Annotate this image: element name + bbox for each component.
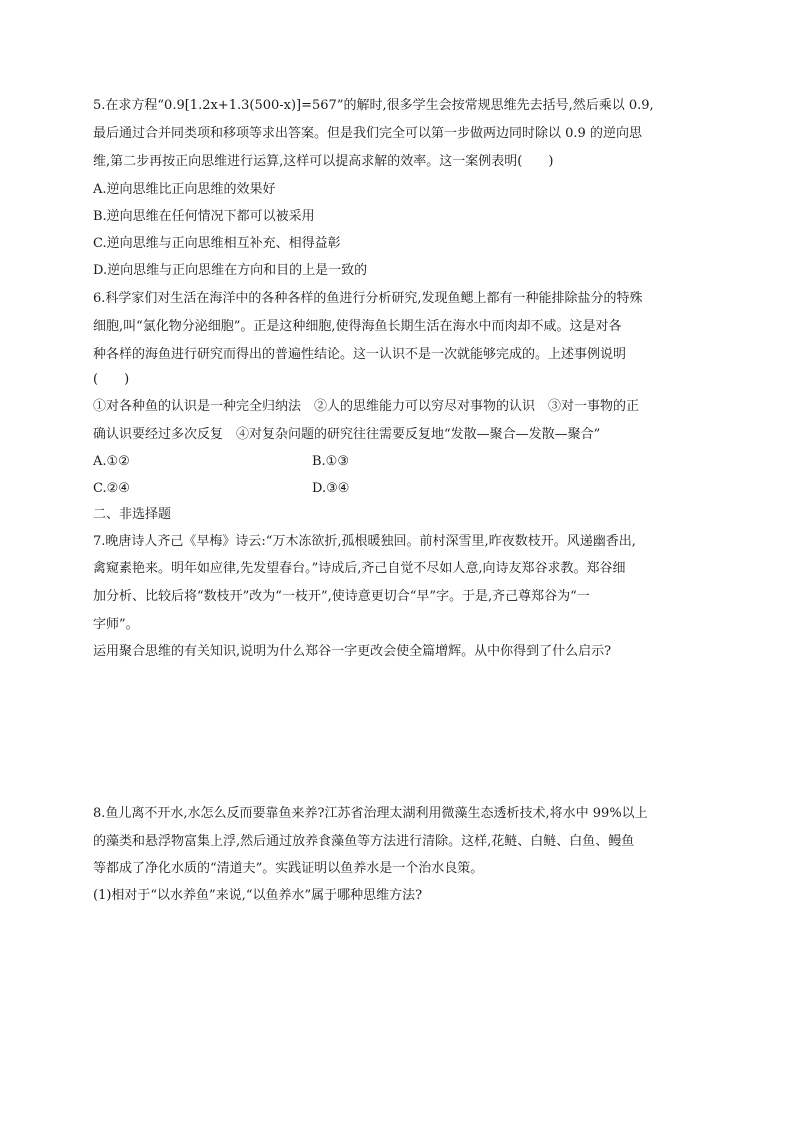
q6-answer-bracket: ( ) [93,372,130,387]
q6-stem-line1: 6.科学家们对生活在海洋中的各种各样的鱼进行分析研究,发现鱼鳃上都有一种能排除盐分的特殊 [93,291,643,306]
q6-option-c: C.②④ [93,481,130,496]
q6-statements-line2: 确认识要经过多次反复 ④对复杂问题的研究往往需要反复地“发散—聚合—发散—聚合” [93,427,601,442]
q7-stem-line2: 禽窥素艳来。明年如应律,先发望春台。”诗成后,齐己自觉不尽如人意,向诗友郑谷求教。郑谷细 [93,561,626,576]
q8-stem-line2: 的藻类和悬浮物富集上浮,然后通过放养食藻鱼等方法进行清除。这样,花鲢、白鲢、白鱼、鳗鱼 [93,834,635,849]
q5-stem-line2: 最后通过合并同类项和移项等求出答案。但是我们完全可以第一步做两边同时除以 0.9 的逆向思 [93,126,642,141]
q6-statements-line1: ①对各种鱼的认识是一种完全归纳法 ②人的思维能力可以穷尽对事物的认识 ③对一事物的正 [93,399,640,414]
q5-option-c: C.逆向思维与正向思维相互补充、相得益彰 [93,236,341,251]
section-heading-non-choice: 二、非选择题 [93,507,172,522]
q5-option-a: A.逆向思维比正向思维的效果好 [93,182,276,197]
q5-stem-line1: 5.在求方程“0.9[1.2x+1.3(500-x)]=567”的解时,很多学生会按常规思维先去括号,然后乘以 0.9, [93,98,654,113]
q6-stem-line2: 细胞,叫“氯化物分泌细胞”。正是这种细胞,使得海鱼长期生活在海水中而肉却不咸。这是对各 [93,319,622,334]
q6-option-d: D.③④ [312,481,350,496]
q8-stem-line3: 等都成了净化水质的“清道夫”。实践证明以鱼养水是一个治水良策。 [93,861,484,876]
q5-option-b: B.逆向思维在任何情况下都可以被采用 [93,209,315,224]
q7-stem-line4: 字师”。 [93,617,139,632]
q6-option-a: A.①② [93,454,130,469]
q7-stem-line1: 7.晚唐诗人齐己《早梅》诗云:“万木冻欲折,孤根暖独回。前村深雪里,昨夜数枝开。风递幽香出, [93,534,636,549]
q7-question: 运用聚合思维的有关知识,说明为什么郑谷一字更改会使全篇增辉。从中你得到了什么启示? [93,644,612,659]
q6-option-b: B.①③ [312,454,349,469]
q6-options-row1 [93,452,349,472]
q6-options-row2 [93,479,350,499]
q8-stem-line1: 8.鱼儿离不开水,水怎么反而要靠鱼来养?江苏省治理太湖利用微藻生态透析技术,将水中 99%以上 [93,806,648,821]
q5-stem-line3: 维,第二步再按正向思维进行运算,这样可以提高求解的效率。这一案例表明( ) [93,154,554,169]
q6-stem-line3: 种各样的海鱼进行研究而得出的普遍性结论。这一认识不是一次就能够完成的。上述事例说明 [93,347,627,362]
q8-subquestion-1: (1)相对于“以水养鱼”来说,“以鱼养水”属于哪种思维方法? [93,888,423,903]
q5-option-d: D.逆向思维与正向思维在方向和目的上是一致的 [93,263,368,278]
q7-stem-line3: 加分析、比较后将“数枝开”改为“一枝开”,使诗意更切合“早”字。于是,齐己尊郑谷为“一 [93,589,590,604]
